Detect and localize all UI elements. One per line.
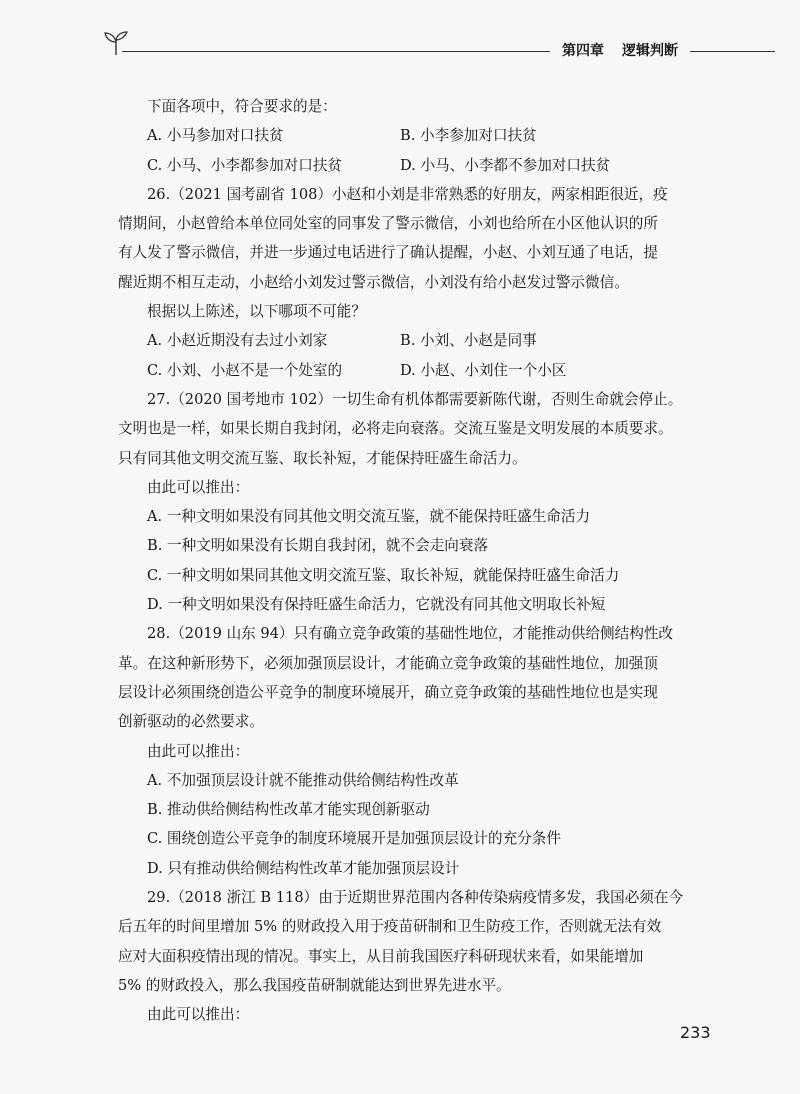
q26-line: 情期间，小赵曾给本单位同处室的同事发了警示微信，小刘也给所在小区他认识的所 [118, 215, 658, 233]
page-body [118, 92, 708, 1030]
q28-option-b: B. 推动供给侧结构性改革才能实现创新驱动 [147, 801, 430, 819]
q26-option-d: D. 小赵、小刘住一个小区 [400, 361, 567, 379]
q27-prompt: 由此可以推出： [147, 478, 250, 496]
q28-line: 革。在这种新形势下，必须加强顶层设计，才能确立竞争政策的基础性地位，加强顶 [118, 654, 658, 672]
q28-line: 层设计必须围绕创造公平竞争的制度环境展开，确立竞争政策的基础性地位也是实现 [118, 683, 658, 701]
q25-option-row [118, 121, 708, 150]
q25-stem: 下面各项中，符合要求的是： [147, 98, 337, 115]
q28-line: 创新驱动的必然要求。 [118, 713, 264, 731]
q26-line: 有人发了警示微信，并进一步通过电话进行了确认提醒，小赵、小刘互通了电话，提 [118, 244, 658, 262]
question-28 [118, 619, 708, 883]
q27-line: 只有同其他文明交流互鉴、取长补短，才能保持旺盛生命活力。 [118, 449, 527, 467]
chapter-label: 第四章 [562, 43, 604, 59]
q28-option-c: C. 围绕创造公平竞争的制度环境展开是加强顶层设计的充分条件 [147, 830, 561, 848]
header-rule-right [690, 51, 775, 52]
section-label: 逻辑判断 [622, 43, 678, 59]
q27-line: 27.（2020 国考地市 102）一切生命有机体都需要新陈代谢，否则生命就会停止。 [147, 390, 683, 408]
q27-option-d: D. 一种文明如果没有保持旺盛生命活力，它就没有同其他文明取长补短 [147, 596, 606, 614]
q26-option-row [118, 326, 708, 355]
q26-option-c: C. 小刘、小赵不是一个处室的 [147, 361, 343, 379]
q26-line: 26.（2021 国考副省 108）小赵和小刘是非常熟悉的好朋友，两家相距很近，疫 [147, 185, 668, 203]
running-header [0, 0, 800, 70]
q26-option-b: B. 小刘、小赵是同事 [400, 332, 537, 350]
q25-option-d: D. 小马、小李都不参加对口扶贫 [400, 156, 611, 174]
q25-option-a: A. 小马参加对口扶贫 [147, 127, 284, 145]
q26-option-a: A. 小赵近期没有去过小刘家 [147, 332, 328, 350]
q29-line: 29.（2018 浙江 B 118）由于近期世界范围内各种传染病疫情多发，我国必须在今 [147, 889, 684, 907]
sprout-icon [100, 30, 132, 56]
q25-option-row [118, 151, 708, 180]
q27-option-c: C. 一种文明如果同其他文明交流互鉴、取长补短，就能保持旺盛生命活力 [147, 566, 620, 584]
q27-option-b: B. 一种文明如果没有长期自我封闭，就不会走向衰落 [147, 537, 489, 555]
q25-option-b: B. 小李参加对口扶贫 [400, 127, 537, 145]
q29-prompt: 由此可以推出： [147, 1006, 250, 1024]
q28-option-d: D. 只有推动供给侧结构性改革才能加强顶层设计 [147, 859, 460, 877]
q27-line: 文明也是一样，如果长期自我封闭，必将走向衰落。交流互鉴是文明发展的本质要求。 [118, 420, 673, 438]
q28-line: 28.（2019 山东 94）只有确立竞争政策的基础性地位，才能推动供给侧结构性改 [147, 625, 674, 643]
q28-prompt: 由此可以推出： [147, 742, 250, 760]
q26-prompt: 根据以上陈述，以下哪项不可能？ [147, 303, 366, 321]
question-26 [118, 180, 708, 385]
q28-option-a: A. 不加强顶层设计就不能推动供给侧结构性改革 [147, 771, 459, 789]
q26-option-row [118, 356, 708, 385]
chapter-title [562, 40, 696, 60]
question-27 [118, 385, 708, 619]
q29-line: 应对大面积疫情出现的情况。事实上，从目前我国医疗科研现状来看，如果能增加 [118, 947, 644, 965]
q26-line: 醒近期不相互走动，小赵给小刘发过警示微信，小刘没有给小赵发过警示微信。 [118, 273, 629, 291]
q27-option-a: A. 一种文明如果没有同其他文明交流互鉴，就不能保持旺盛生命活力 [147, 508, 591, 526]
q29-line: 后五年的时间里增加 5% 的财政投入用于疫苗研制和卫生防疫工作，否则就无法有效 [118, 918, 662, 936]
q29-line: 5% 的财政投入，那么我国疫苗研制就能达到世界先进水平。 [118, 976, 511, 994]
header-rule-left [122, 51, 550, 52]
page-number: 233 [680, 1023, 711, 1042]
q25-option-c: C. 小马、小李都参加对口扶贫 [147, 156, 343, 174]
question-29 [118, 883, 708, 1029]
